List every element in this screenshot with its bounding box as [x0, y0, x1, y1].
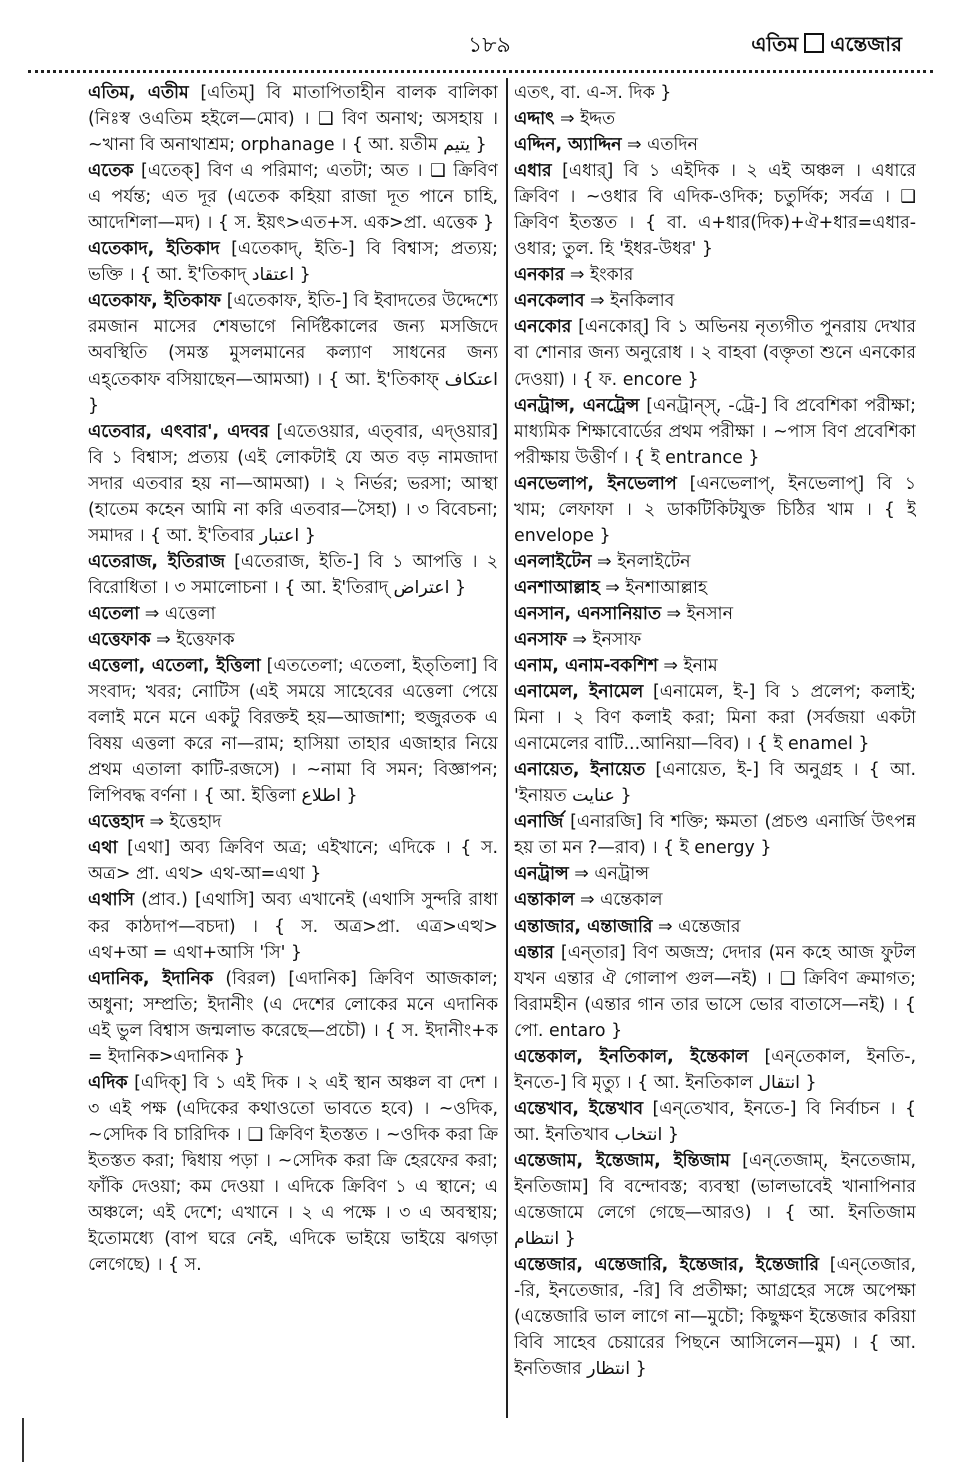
dictionary-entry: [514, 132, 916, 158]
entry-headword: এনসান, এনসানিয়াত: [514, 603, 662, 624]
dictionary-entry: [88, 236, 498, 288]
entry-definition: [এথা] অব্য ক্রিবিণ অত্র; এইখানে; এদিকে । { স. অত্র> প্রা. এথ> এথ-আ=এথা }: [88, 838, 498, 885]
dictionary-entry: [514, 809, 916, 861]
entry-headword: এনাম, এনাম-বকশিশ: [514, 656, 658, 677]
running-head: [751, 30, 902, 63]
dictionary-entry: [514, 861, 916, 887]
entry-headword: এতেকাদ, ইতিকাদ: [88, 239, 220, 260]
margin-mark: [22, 1418, 24, 1462]
dictionary-entry: [514, 914, 916, 940]
entry-definition: [এতেক্] বিণ এ পরিমাণ; এতটা; অত । ❑ ক্রিবিণ এ পর্যন্ত; এত দূর (এতেক কহিয়া রাজা দূত পানে চাহি, আদেশিলা—মদ) । { স. ইয়ৎ>এত+স. এক>প্রা. এত্তেক }: [88, 161, 498, 234]
dictionary-entry: [88, 419, 498, 549]
entry-definition: [এনট্রান্‌স্, -ট্রে-] বি প্রবেশিকা পরীক্ষা; মাধ্যমিক শিক্ষাবোর্ডের প্রথম পরীক্ষা । ~পাস বিণ প্রবেশিকা পরীক্ষায় উত্তীর্ণ । { ই entrance }: [514, 395, 916, 468]
entry-headword: এন্তেখাব, ইন্তেখাব: [514, 1098, 644, 1119]
entry-headword: এনকার: [514, 265, 565, 286]
running-head-last-word: এন্তেজার: [830, 32, 902, 56]
dictionary-entry: [514, 471, 916, 549]
entry-definition: ⇒ এন্তেজার: [652, 916, 741, 937]
entry-headword: এন্তেজাম, ইন্তেজাম, ইন্তিজাম: [514, 1150, 730, 1171]
entry-definition: ⇒ এত্তেলা: [139, 603, 216, 624]
left-column: [88, 80, 498, 1430]
entry-definition: [এন্‌তার] বিণ অজস্র; দেদার (মন কহে আজ ফুটল যখন এন্তার ঐ গোলাপ গুল—নই) । ❑ ক্রিবিণ ক্রমাগত; বিরামহীন (এন্তার গান তার ভাসে ভোর বাতাসে—নই) । { পো. entaro }: [514, 942, 916, 1041]
dictionary-entry: [514, 601, 916, 627]
dictionary-entry: [514, 106, 916, 132]
entry-headword: এতেবার, এৎবার', এদবর: [88, 421, 269, 442]
dictionary-entry: [514, 679, 916, 757]
entry-headword: এতিম, এতীম: [88, 83, 189, 103]
entry-definition: [এন্‌তেজার, -রি, ইনতেজার, -রি] বি প্রতীক্ষা; আগ্রহের সঙ্গে অপেক্ষা (এন্তেজারি ভাল লাগে না—মুচৌ; কিছুক্ষণ ইন্তেজার করিয়া বিবি সাহেব চেয়ারের পিছনে আসিলেন—মুম) । { আ. ইনতিজার انتظار }: [514, 1255, 916, 1380]
entry-headword: এদিক: [88, 1072, 128, 1093]
dictionary-entry: [514, 887, 916, 913]
dictionary-entry: [88, 288, 498, 418]
entry-headword: এতেলা: [88, 603, 140, 624]
dictionary-entry: [88, 835, 498, 887]
entry-definition: [এততেলা; এতেলা, ইত্‌তিলা] বি সংবাদ; খবর; নোটিস (এই সময়ে সাহেবের এত্তেলা পেয়ে বলাই মনে মনে একটু বিরক্তই হয়—আজাশা; হুজুরতক এ বিষয় এত্তলা করে না—রাম; হাসিয়া তাহার এজাহার নিয়ে প্রথম এতালা কাটি-রজসে) । ~নামা বি সমন; বিজ্ঞাপন; লিপিবদ্ধ বর্ণনা । { আ. ইত্তিলা اطلاع }: [88, 656, 498, 807]
entry-definition: ⇒ এন্তেকাল: [574, 890, 663, 911]
entry-definition: ⇒ ইত্তেফাক: [150, 629, 235, 650]
dictionary-entry: [514, 653, 916, 679]
dictionary-entry: [514, 1252, 916, 1382]
entry-definition: [এনারজি] বি শক্তি; ক্ষমতা (প্রচণ্ড এনার্জি উৎপন্ন হয় তা মন ?—রাব) । { ই energy }: [514, 812, 916, 859]
dictionary-entry: [514, 1044, 916, 1096]
entry-headword: এন্তাকাল: [514, 890, 575, 911]
entry-definition: ⇒ ইনসাফ: [566, 629, 642, 650]
entry-headword: এতেক: [88, 161, 134, 182]
dictionary-entry: [88, 1070, 498, 1278]
dictionary-entry: [514, 549, 916, 575]
entry-headword: এদানিক, ইদানিক: [88, 968, 214, 989]
entry-definition: [এন্‌তেজাম্, ইনতেজাম, ইনতিজাম] বি বন্দোবস্ত; ব্যবস্থা (ভালভাবেই খানাপিনার এন্তেজামে লেগে গেছে—আরও) । { আ. ইনতিজাম انتظام }: [514, 1150, 916, 1250]
entry-definition: ⇒ ইনকিলাব: [584, 291, 675, 312]
dictionary-entry: [514, 940, 916, 1044]
entry-definition: [এনভেলাপ্, ইনভেলাপ্] বি ১ খাম; লেফাফা । ২ ডাকটিকিটযুক্ত চিঠির খাম । { ই envelope }: [514, 473, 916, 546]
entry-headword: এদ্দিন, অ্যাদ্দিন: [514, 135, 622, 156]
entry-headword: এথা: [88, 838, 118, 859]
dictionary-entry: [88, 601, 498, 627]
dictionary-entry: [88, 653, 498, 809]
dictionary-entry: [514, 393, 916, 471]
entry-definition: (বিরল) [এদানিক] ক্রিবিণ আজকাল; অধুনা; সম্প্রতি; ইদানীং (এ দেশের লোকের মনে এদানিক এই ভুল বিশ্বাস জন্মলাভ করেছে—প্রচৌ) । { স. ইদানীং+ক = ইদানিক>এদানিক }: [88, 968, 498, 1067]
entry-headword: এতেরাজ, ইতিরাজ: [88, 551, 225, 572]
entry-definition: ⇒ ইনসান: [661, 603, 733, 624]
dictionary-entry: [88, 627, 498, 653]
dictionary-entry: [88, 809, 498, 835]
entry-headword: এতেকাফ, ইতিকাফ: [88, 291, 222, 312]
entry-definition: [এনামেল, ই-] বি ১ প্রলেপ; কলাই; মিনা । ২ বিণ কলাই করা; মিনা করা (সর্বজয়া একটা এনামেলের বাটি...আনিয়া—বিব) । { ই enamel }: [514, 682, 916, 755]
entry-headword: এত্তেলা, এতেলা, ইত্তিলা: [88, 656, 261, 677]
dictionary-entry: [88, 158, 498, 236]
dictionary-entry: [88, 80, 498, 158]
entry-headword: এধার: [514, 161, 552, 182]
entry-headword: এনার্জি: [514, 812, 564, 833]
dictionary-entry: [514, 1148, 916, 1252]
entry-headword: এনট্রান্স, এনট্রেন্স: [514, 395, 640, 416]
entry-definition: ⇒ ইত্তেহাদ: [143, 812, 222, 833]
entry-definition: (প্রাব.) [এথাসি] অব্য এখানেই (এথাসি সুন্দরি রাধা কর কাঠদাপ—বচদা) । { স. অত্র>প্রা. এত্র>এত্থ> এথ+আ = এথা+আসি 'সি' }: [88, 890, 498, 963]
page-header: [0, 0, 960, 62]
entry-definition: ⇒ ইংকার: [564, 265, 634, 286]
entry-definition: ⇒ এনট্রান্স: [568, 864, 649, 885]
entry-definition: [এদিক্] বি ১ এই দিক । ২ এই স্থান অঞ্চল বা দেশ । ৩ এই পক্ষ (এদিকের কথাওতো ভাবতে হবে) । ~ওদিক, ~সেদিক বি চারিদিক । ❑ ক্রিবিণ ইতস্তত । ~ওদিক করা ক্রি ইতস্তত করা; দ্বিধায় পড়া । ~সেদিক করা ক্রি হেরফের করা; ফাঁকি দেওয়া; কম দেওয়া । এদিকে ক্রিবিণ ১ এ স্থানে; এ অঞ্চলে; এই দেশে; এখানে । ২ এ পক্ষে । ৩ এ অবস্থায়; ইতোমধ্যে (বাপ ঘরে নেই, এদিকে ভাইয়ে ভাইয়ে ঝগড়া লেগেছে) । { স.: [88, 1072, 498, 1276]
dictionary-entry: [514, 575, 916, 601]
entry-definition: [এনায়েত, ই-] বি অনুগ্রহ । { আ. 'ইনায়ত عنايت }: [514, 760, 916, 807]
dictionary-entry: [514, 288, 916, 314]
entry-definition: [এন্‌তেকাল, ইনতি-, ইনতে-] বি মৃত্যু । { আ. ইনতিকাল انتقال }: [514, 1046, 916, 1093]
entry-headword: এনলাইটেন: [514, 551, 592, 572]
entry-headword: এনশাআল্লাহ: [514, 577, 600, 598]
entry-definition: [এধার্] বি ১ এইদিক । ২ এই অঞ্চল । এধারে ক্রিবিণ । ~ওধার বি এদিক-ওদিক; চতুর্দিক; সর্বত্র । ❑ ক্রিবিণ ইতস্তত । { বা. এ+ধার(দিক)+ঐ+ধার=এধার-ওধার; তুল. হি 'ইধর-উধর' }: [514, 161, 916, 260]
entry-definition: এতৎ, বা. এ-স. দিক }: [514, 83, 672, 103]
right-column: [514, 80, 916, 1420]
entry-headword: এন্তেজার, এন্তেজারি, ইন্তেজার, ইন্তেজারি: [514, 1255, 819, 1276]
entry-definition: [এতিম্] বি মাতাপিতাহীন বালক বালিকা (নিঃস্ব ওএতিম হইলে—মোব) । ❑ বিণ অনাথ; অসহায় । ~খানা বি অনাথাশ্রম; orphanage । { আ. য়তীম يتيم }: [88, 83, 498, 156]
entry-definition: ⇒ ইনলাইটেন: [591, 551, 691, 572]
entry-headword: এনসাফ: [514, 629, 567, 650]
entry-definition: ⇒ এতদিন: [621, 135, 698, 156]
entry-headword: এনকোর: [514, 317, 572, 338]
dictionary-entry: [514, 1096, 916, 1148]
dictionary-entry: [514, 262, 916, 288]
entry-headword: এথাসি: [88, 890, 134, 911]
entry-headword: এনায়েত, ইনায়েত: [514, 760, 646, 781]
entry-definition: ⇒ ইনাম: [657, 656, 718, 677]
entry-definition: [এতেকাদ্, ইতি-] বি বিশ্বাস; প্রত্যয়; ভক্তি । { আ. ই'তিকাদ্ اعتقاد }: [88, 239, 498, 286]
entry-definition: [এতেকাফ, ইতি-] বি ইবাদতের উদ্দেশ্যে রমজান মাসের শেষভাগে নির্দিষ্টকালের জন্য মসজিদে অবস্থিতি (সমস্ত মুসলমানের কল্যাণ সাধনের জন্য এহ্‌তেকাফ বসিয়াছেন—আমআ) । { আ. ই'তিকাফ্ اعتكاف }: [88, 291, 498, 416]
entry-headword: এত্তেফাক: [88, 629, 151, 650]
dictionary-entry: [88, 549, 498, 601]
running-head-first-word: এতিম: [751, 32, 799, 56]
entry-headword: এন্তাজার, এন্তাজারি: [514, 916, 653, 937]
entry-definition: [এন্‌তেখাব, ইনতে-] বি নির্বাচন । { আ. ইনতিখাব انتخاب }: [514, 1098, 916, 1145]
entry-definition: ⇒ ইনশাআল্লাহ: [599, 577, 708, 598]
column-divider: [506, 78, 508, 1418]
entry-headword: এন্তার: [514, 942, 554, 963]
entry-definition: [এতেওয়ার, এত্‌বার, এদ্‌ওয়ার] বি ১ বিশ্বাস; প্রত্যয় (এই লোকটাই যে অত বড় নামজাদা সদার এতবার হয় না—আমআ) । ২ নির্ভর; ভরসা; আস্থা (হাতেম কহেন আমি না করি এতবার—সৈহা) । ৩ বিবেচনা; সমাদর । { আ. ই'তিবার اعتبار }: [88, 421, 498, 546]
dictionary-entry: [88, 887, 498, 965]
header-rule: [28, 70, 933, 73]
dictionary-entry: [514, 627, 916, 653]
entry-headword: এনট্রান্স: [514, 864, 569, 885]
box-icon: [804, 33, 824, 53]
entry-headword: এন্তেকাল, ইনতিকাল, ইন্তেকাল: [514, 1046, 749, 1067]
entry-headword: এত্তেহাদ: [88, 812, 144, 833]
entry-headword: এদ্দাৎ: [514, 109, 555, 130]
entry-definition: [এতেরাজ, ইতি-] বি ১ আপত্তি । ২ বিরোধিতা । ৩ সমালোচনা । { আ. ই'তিরাদ্ اعتراض }: [88, 551, 498, 598]
entry-headword: এনকেলাব: [514, 291, 585, 312]
dictionary-entry: [514, 757, 916, 809]
dictionary-entry: [514, 80, 916, 106]
page-number: ১৮৯: [468, 33, 511, 58]
dictionary-entry: [514, 314, 916, 392]
dictionary-entry: [88, 966, 498, 1070]
entry-definition: ⇒ ইদ্দত: [554, 109, 616, 130]
entry-headword: এনভেলাপ, ইনভেলাপ: [514, 473, 677, 494]
dictionary-entry: [514, 158, 916, 262]
entry-headword: এনামেল, ইনামেল: [514, 682, 644, 703]
entry-definition: [এনকোর্] বি ১ অভিনয় নৃত্যগীত পুনরায় দেখার বা শোনার জন্য অনুরোধ । ২ বাহবা (বক্তৃতা শুনে এনকোর দেওয়া) । { ফ. encore }: [514, 317, 916, 390]
